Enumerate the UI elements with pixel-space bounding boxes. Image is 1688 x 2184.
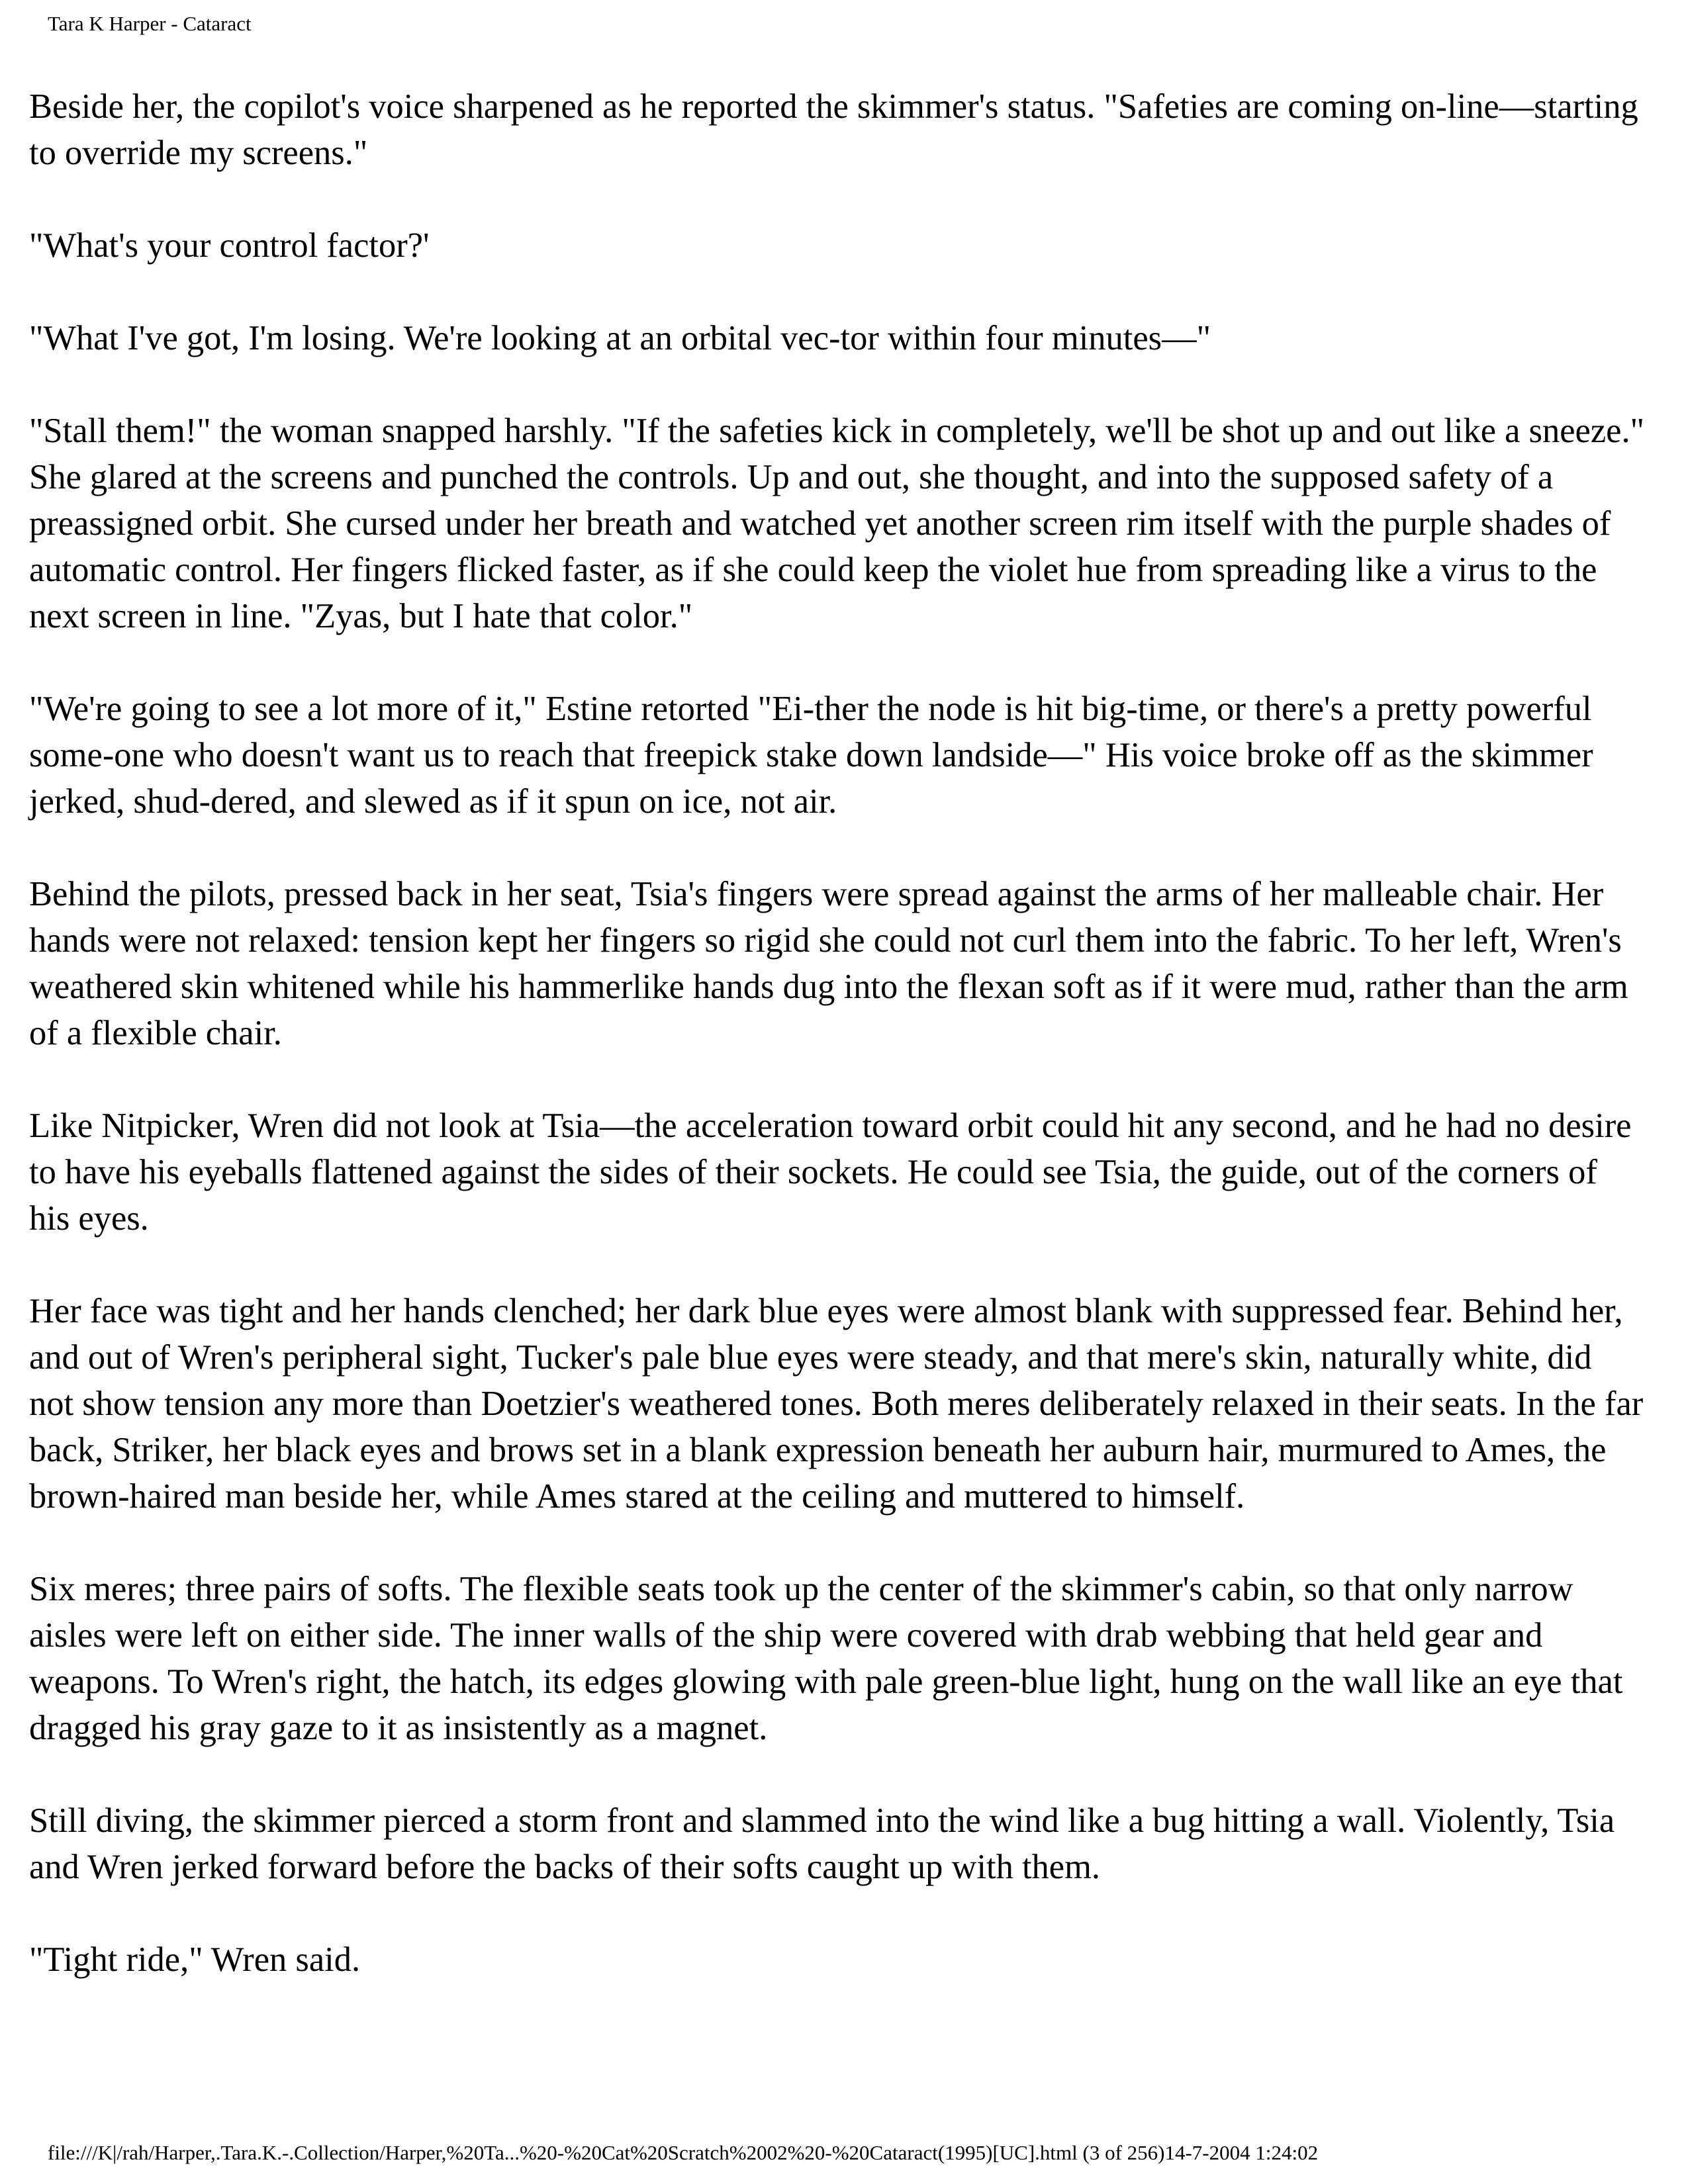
paragraph: Like Nitpicker, Wren did not look at Tsia—the acceleration toward orbit could hit any second, and he had no desire to have his eyeballs flattened against the sides of their sockets. He could see Tsia, the guide, out of the corners of his eyes. — [29, 1107, 1632, 1238]
paragraph: Still diving, the skimmer pierced a storm front and slammed into the wind like a bug hitting a wall. Violently, Tsia and Wren jerked forward before the backs of their softs caught up with them. — [29, 1801, 1615, 1886]
page-header: Tara K Harper - Cataract — [48, 12, 252, 35]
paragraph: "We're going to see a lot more of it," Estine retorted "Ei-ther the node is hit big-time, or there's a pretty powerful some-one who doesn't want us to reach that freepick stake down landside—" His voice broke off as the skimmer jerked, shud-dered, and slewed as if it spun on ice, not air. — [29, 690, 1593, 821]
paragraph: Six meres; three pairs of softs. The flexible seats took up the center of the skimmer's cabin, so that only narrow aisles were left on either side. The inner walls of the ship were covered with drab webbing that held gear and weapons. To Wren's right, the hatch, its edges glowing with pale green-blue light, hung on the wall like an eye that dragged his gray gaze to it as insistently as a magnet. — [29, 1570, 1623, 1747]
document-body — [29, 83, 1644, 2029]
paragraph: Beside her, the copilot's voice sharpened as he reported the skimmer's status. "Safeties are coming on-line—starting to override my screens." — [29, 87, 1638, 172]
paragraph: Her face was tight and her hands clenched; her dark blue eyes were almost blank with suppressed fear. Behind her, and out of Wren's peripheral sight, Tucker's pale blue eyes were steady, and that mere's skin, naturally white, did not show tension any more than Doetzier's weathered tones. Both meres deliberately relaxed in their seats. In the far back, Striker, her black eyes and brows set in a blank expression beneath her auburn hair, murmured to Ames, the brown-haired man beside her, while Ames stared at the ceiling and muttered to himself. — [29, 1292, 1644, 1516]
paragraph: "What's your control factor?' — [29, 226, 430, 265]
paragraph: "Tight ride," Wren said. — [29, 1940, 361, 1979]
paragraph: "Stall them!" the woman snapped harshly. "If the safeties kick in completely, we'll be shot up and out like a sneeze." She glared at the screens and punched the controls. Up and out, she thought, and into the supposed safety of a preassigned orbit. She cursed under her breath and watched yet another screen rim itself with the purple shades of automatic control. Her fingers flicked faster, as if she could keep the violet hue from spreading like a virus to the next screen in line. "Zyas, but I hate that color." — [29, 412, 1644, 635]
paragraph: "What I've got, I'm losing. We're looking at an orbital vec-tor within four minutes—" — [29, 319, 1211, 357]
paragraph: Behind the pilots, pressed back in her seat, Tsia's fingers were spread against the arms of her malleable chair. Her hands were not relaxed: tension kept her fingers so rigid she could not curl them into the fabric. To her left, Wren's weathered skin whitened while his hammerlike hands dug into the flexan soft as if it were mud, rather than the arm of a flexible chair. — [29, 875, 1628, 1052]
page-footer-path: file:///K|/rah/Harper,.Tara.K.-.Collection/Harper,%20Ta...%20-%20Cat%20Scratch%2002%20-%20Cataract(1995)[UC].html (3 of 256)14-7-2004 1:24:02 — [48, 2141, 1319, 2164]
